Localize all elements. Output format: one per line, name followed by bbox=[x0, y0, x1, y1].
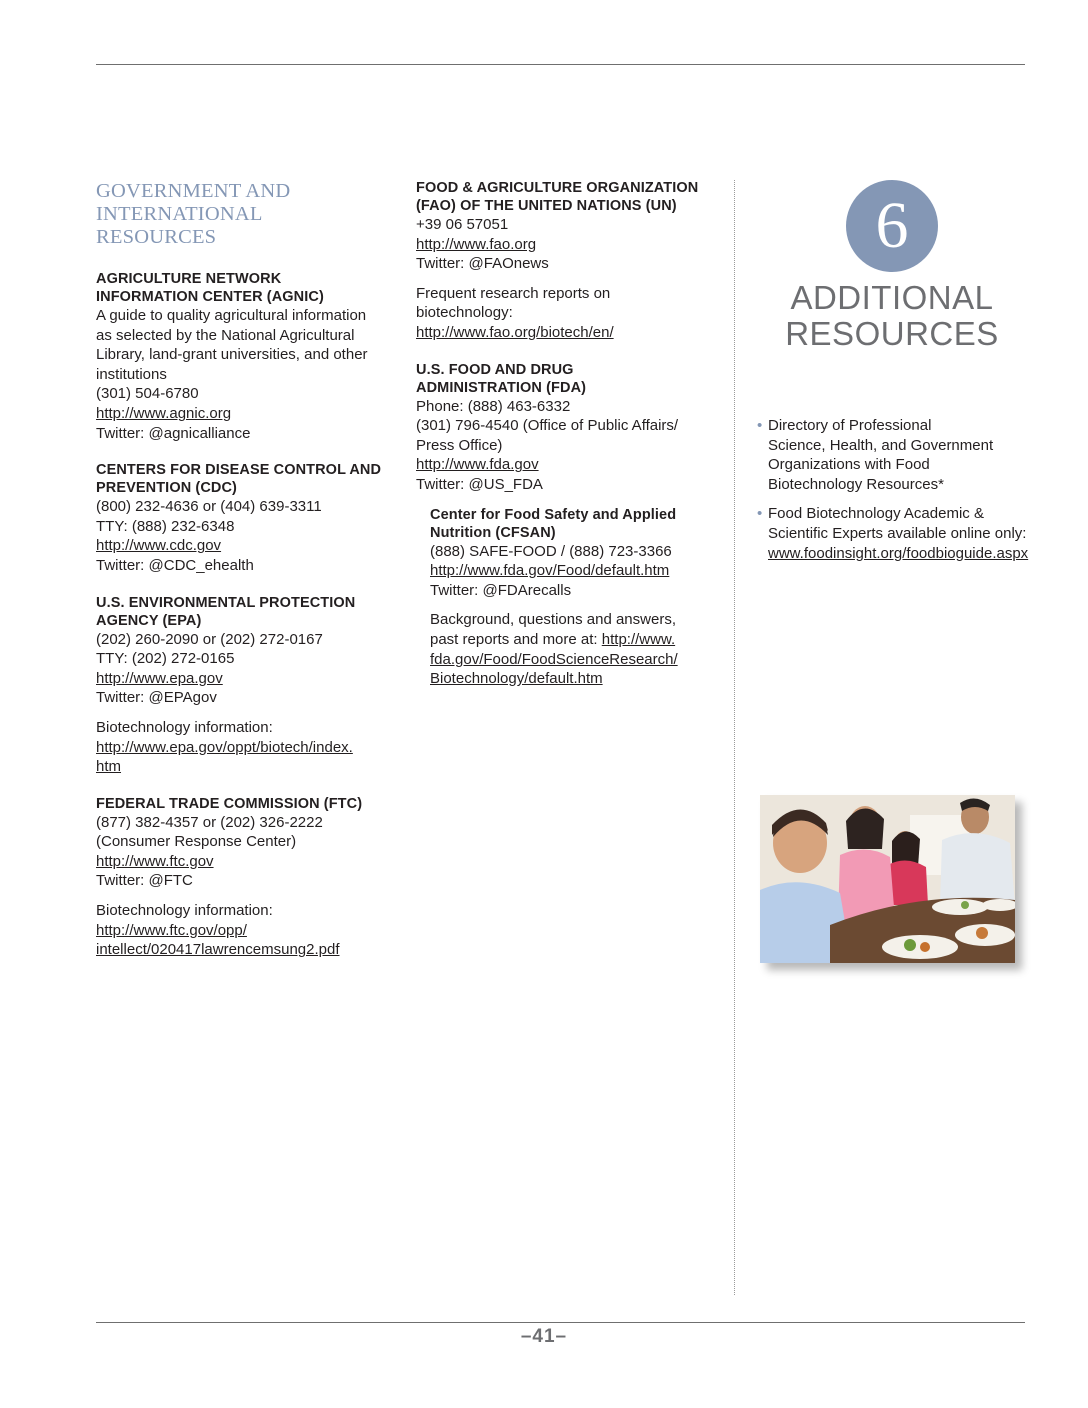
org-name: U.S. ENVIRONMENTAL PROTECTION AGENCY (EPA) bbox=[96, 594, 356, 629]
twitter-handle: Twitter: @US_FDA bbox=[416, 475, 543, 493]
cfsan-biotech-link-end[interactable]: Biotechnology/default.htm bbox=[430, 670, 603, 688]
twitter-handle: Twitter: @FTC bbox=[96, 872, 193, 890]
entry-agnic: AGRICULTURE NETWORK INFORMATION CENTER (AGNIC) A guide to quality agricultural information as selected by the National Agricultural Library, land-grant universities, and other institutions (301) 504-6780 http://www.agnic.org Twitter: @agnicalliance bbox=[96, 270, 388, 443]
list-item: • Food Biotechnology Academic & Scientific Experts available online only: www.foodinsight.org/foodbioguide.aspx bbox=[757, 505, 1029, 562]
page-number: –41– bbox=[520, 1326, 568, 1347]
cfsan-link[interactable]: http://www.fda.gov/Food/default.htm bbox=[430, 562, 670, 580]
agnic-link[interactable]: http://www.agnic.org bbox=[96, 404, 232, 422]
ftc-biotech-link-cont[interactable]: intellect/020417lawrencemsung2.pdf bbox=[96, 941, 340, 959]
phone: +39 06 57051 bbox=[416, 216, 509, 233]
entry-epa bbox=[96, 594, 388, 777]
tty: TTY: (888) 232-6348 bbox=[96, 517, 235, 535]
entry-ftc bbox=[96, 795, 388, 960]
org-name: FOOD & AGRICULTURE ORGANIZATION (FAO) OF THE UNITED NATIONS (UN) bbox=[416, 180, 699, 214]
org-name: Center for Food Safety and Applied Nutrition (CFSAN) bbox=[430, 506, 677, 541]
consumer-center: (Consumer Response Center) bbox=[96, 833, 297, 851]
cfsan-biotech-link[interactable]: http://www. bbox=[601, 630, 676, 648]
description: A guide to quality agricultural information bbox=[96, 307, 367, 324]
chapter-title: ADDITIONAL RESOURCES bbox=[785, 279, 999, 352]
top-rule bbox=[96, 64, 1025, 65]
column-international-resources bbox=[416, 179, 716, 707]
phone: (301) 504-6780 bbox=[96, 385, 199, 403]
column-chapter-sidebar bbox=[757, 180, 1027, 573]
tty: TTY: (202) 272-0165 bbox=[96, 650, 235, 668]
family-dinner-photo bbox=[760, 795, 1015, 963]
org-name: FEDERAL TRADE COMMISSION (FTC) bbox=[96, 795, 363, 812]
twitter-handle: Twitter: @FAOnews bbox=[416, 255, 549, 273]
phone: (888) SAFE-FOOD / (888) 723-3366 bbox=[430, 542, 672, 560]
resource-list bbox=[757, 416, 1027, 563]
org-name: CENTERS FOR DISEASE CONTROL AND PREVENTION (CDC) bbox=[96, 462, 382, 497]
entry-fao bbox=[416, 179, 716, 343]
entry-fda: U.S. FOOD AND DRUG ADMINISTRATION (FDA) Phone: (888) 463-6332 (301) 796-4540 (Office of Public Affairs/ Press Office) http://www.fda.gov Twitter: @US_FDA Center for Food Safety and Applied Nutrition (CFSAN) (888) SAFE-FOOD / (888) 723-3366 http://www.fda.gov/Food/default.htm Twitter: @FDArecalls Background, questions and answers, past reports and more at: http://www. fda.gov/Food/FoodScienceResearch/ Biotechnology/default.htm bbox=[416, 361, 716, 689]
ftc-link[interactable]: http://www.ftc.gov bbox=[96, 852, 214, 870]
biotech-info: Biotechnology information: http://www.epa.gov/oppt/biotech/index. htm bbox=[96, 718, 353, 776]
fda-link[interactable]: http://www.fda.gov bbox=[416, 456, 539, 474]
twitter-handle: Twitter: @FDArecalls bbox=[430, 581, 572, 599]
column-government-resources bbox=[96, 180, 388, 978]
twitter-handle: Twitter: @EPAgov bbox=[96, 689, 217, 707]
entry-cdc bbox=[96, 461, 388, 575]
column-divider bbox=[734, 180, 735, 1295]
family-dinner-illustration bbox=[760, 795, 1015, 963]
entry-cfsan bbox=[416, 506, 716, 689]
fao-link[interactable]: http://www.fao.org bbox=[416, 235, 537, 253]
twitter-handle: Twitter: @agnicalliance bbox=[96, 424, 251, 442]
fao-reports: Frequent research reports on biotechnology: http://www.fao.org/biotech/en/ bbox=[416, 284, 614, 341]
bottom-rule bbox=[96, 1322, 1025, 1323]
phone: (202) 260-2090 or (202) 272-0167 bbox=[96, 630, 323, 648]
epa-biotech-link[interactable]: http://www.epa.gov/oppt/biotech/index. bbox=[96, 738, 353, 756]
phone: (800) 232-4636 or (404) 639-3311 bbox=[96, 498, 322, 516]
org-name: AGRICULTURE NETWORK INFORMATION CENTER (AGNIC) bbox=[96, 271, 324, 305]
cfsan-biotech-link-cont[interactable]: fda.gov/Food/FoodScienceResearch/ bbox=[430, 650, 678, 668]
list-item: • Directory of Professional Science, Health, and Government Organizations with Food Biotechnology Resources* bbox=[757, 417, 994, 493]
biotech-info: Biotechnology information: http://www.ftc.gov/opp/ intellect/020417lawrencemsung2.pdf bbox=[96, 902, 340, 959]
chapter-number: 6 bbox=[846, 180, 938, 272]
org-name: U.S. FOOD AND DRUG ADMINISTRATION (FDA) bbox=[416, 361, 587, 396]
section-heading: GOVERNMENT AND INTERNATIONAL RESOURCES bbox=[96, 180, 291, 248]
bullet-icon: • bbox=[757, 417, 763, 434]
twitter-handle: Twitter: @CDC_ehealth bbox=[96, 556, 254, 574]
cfsan-background: Background, questions and answers, past reports and more at: http://www. fda.gov/Food/FoodScienceResearch/ Biotechnology/default.htm bbox=[430, 611, 678, 688]
epa-biotech-link-cont[interactable]: htm bbox=[96, 758, 122, 776]
chapter-header bbox=[757, 180, 1027, 352]
epa-link[interactable]: http://www.epa.gov bbox=[96, 669, 223, 687]
phone: Phone: (888) 463-6332 bbox=[416, 397, 571, 415]
bullet-icon: • bbox=[757, 505, 763, 523]
ftc-biotech-link[interactable]: http://www.ftc.gov/opp/ bbox=[96, 921, 247, 939]
phone: (877) 382-4357 or (202) 326-2222 bbox=[96, 813, 323, 831]
foodbioguide-link[interactable]: www.foodinsight.org/foodbioguide.aspx bbox=[768, 544, 1029, 562]
cdc-link[interactable]: http://www.cdc.gov bbox=[96, 537, 222, 555]
fao-biotech-link[interactable]: http://www.fao.org/biotech/en/ bbox=[416, 323, 614, 341]
